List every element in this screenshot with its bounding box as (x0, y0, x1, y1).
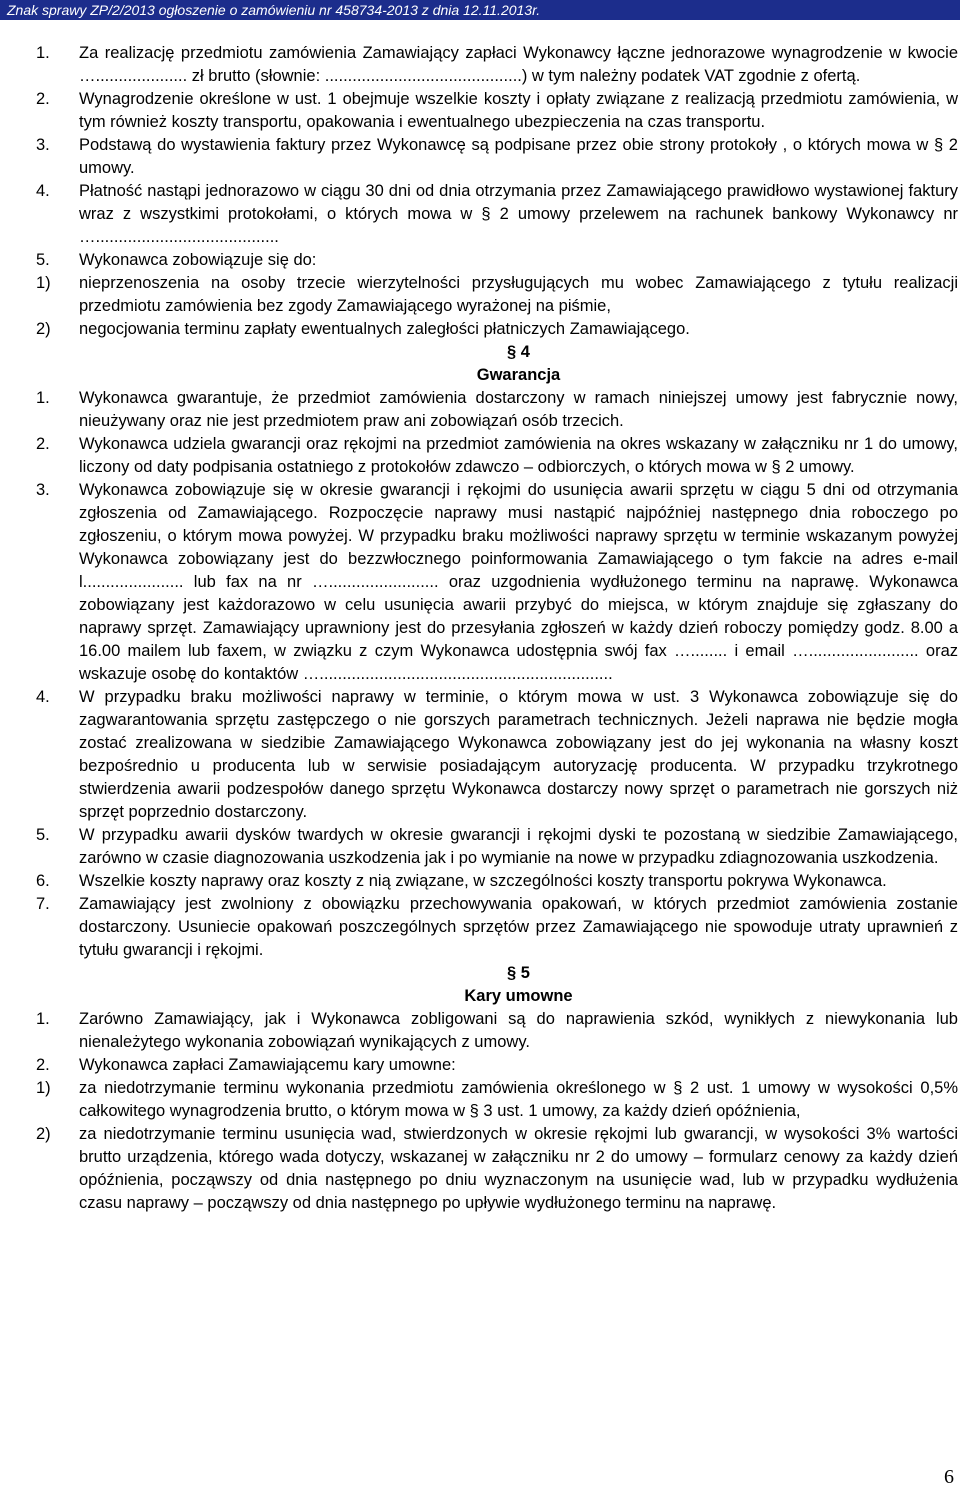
item-text: Wykonawca gwarantuje, że przedmiot zamówienia dostarczony w ramach niniejszej umowy jest fabrycznie nowy, nieużywany oraz nie jest przedmiotem praw ani zobowiązań osób trzecich. (79, 389, 958, 430)
item-text: Wynagrodzenie określone w ust. 1 obejmuje wszelkie koszty i opłaty związane z realizacją przedmiotu zamówienia, w tym również koszty transportu, opakowania i ewentualnego ubezpieczenia na czas transportu. (79, 90, 958, 131)
item-text: Płatność nastąpi jednorazowo w ciągu 30 dni od dnia otrzymania przez Zamawiającego prawidłowo wystawionej faktury wraz z wszystkimi protokołami, o których mowa w § 2 umowy przelewem na rachunek bankowy Wykonawcy nr …........................................ (79, 182, 958, 246)
item-text: Wszelkie koszty naprawy oraz koszty z nią związane, w szczególności koszty transportu pokrywa Wykonawca. (79, 872, 887, 890)
item-number: 2. (36, 90, 50, 108)
section-4-number: § 4 (507, 343, 530, 361)
list-item (36, 824, 958, 870)
item-number: 5. (36, 826, 50, 844)
item-number: 2. (36, 1056, 50, 1074)
item-number: 2. (36, 435, 50, 453)
item-number: 4. (36, 182, 50, 200)
list-item (36, 686, 958, 824)
document-header (0, 0, 960, 20)
page-number: 6 (944, 1466, 954, 1488)
item-text: Zarówno Zamawiający, jak i Wykonawca zobligowani są do naprawienia szkód, wynikłych z niewykonania lub nienależytego wykonania zobowiązań wynikających z umowy. (79, 1010, 958, 1051)
item-number: 4. (36, 688, 50, 706)
list-item (36, 249, 958, 272)
list-item (36, 870, 958, 893)
list-item (36, 1054, 958, 1077)
list-item (36, 479, 958, 686)
item-number: 2) (36, 1125, 51, 1143)
list-item (36, 893, 958, 962)
item-text: W przypadku braku możliwości naprawy w terminie, o którym mowa w ust. 3 Wykonawca zobowiązuje się do zagwarantowania sprzętu zastępczego o nie gorszych parametrach technicznych. Jeżeli naprawa nie będzie mogła zostać zrealizowana w siedzibie Zamawiającego Wykonawca zobowiązany jest do jej wykonania na własny koszt bezpośrednio u producenta lub w serwisie posiadającym autoryzację producenta. W przypadku trzykrotnego stwierdzenia awarii podzespołów danego sprzętu Wykonawca dostarczy nowy sprzęt o parametrach nie gorszych niż sprzęt poprzednio dostarczony. (79, 688, 958, 821)
list-item (36, 433, 958, 479)
item-text: W przypadku awarii dysków twardych w okresie gwarancji i rękojmi dyski te pozostaną w siedzibie Zamawiającego, zarówno w czasie diagnozowania uszkodzenia jak i po wymianie na nowe w przypadku zdiagnozowania uszkodzenia. (79, 826, 958, 867)
item-text: Za realizację przedmiotu zamówienia Zamawiający zapłaci Wykonawcy łączne jednorazowe wynagrodzenie w kwocie ….................... zł brutto (słownie: ...........................................) w tym należny podatek VAT zgodnie z ofertą. (79, 44, 958, 85)
item-number: 3. (36, 136, 50, 154)
list-item (36, 180, 958, 249)
document-body (36, 42, 958, 1215)
list-item (36, 88, 958, 134)
item-number: 1. (36, 44, 50, 62)
list-item (36, 42, 958, 88)
section-5-list (36, 1008, 958, 1215)
section-5-title: Kary umowne (464, 987, 573, 1005)
list-item (36, 134, 958, 180)
section-4-list (36, 387, 958, 962)
list-item (36, 1008, 958, 1054)
list-item (36, 1123, 958, 1215)
item-text: nieprzenoszenia na osoby trzecie wierzytelności przysługujących mu wobec Zamawiającego z tytułu realizacji przedmiotu zamówienia bez zgody Zamawiającego wyrażonej na piśmie, (79, 274, 958, 315)
item-text: za niedotrzymanie terminu wykonania przedmiotu zamówienia określonego w § 2 ust. 1 umowy w wysokości 0,5% całkowitego wynagrodzenia brutto, o którym mowa w § 3 ust. 1 umowy, za każdy dzień opóźnienia, (79, 1079, 958, 1120)
item-text: Wykonawca udziela gwarancji oraz rękojmi na przedmiot zamówienia na okres wskazany w załączniku nr 1 do umowy, liczony od daty podpisania ostatniego z protokołów zdawczo – odbiorczych, o których mowa w § 2 umowy. (79, 435, 958, 476)
item-text: Wykonawca zobowiązuje się w okresie gwarancji i rękojmi do usunięcia awarii sprzętu w ciągu 5 dni od otrzymania zgłoszenia od Zamawiającego. Rozpoczęcie naprawy musi nastąpić najpóźniej następnego dnia roboczego po zgłoszeniu, o którym mowa powyżej. W przypadku braku możliwości naprawy sprzętu w terminie wskazanym powyżej Wykonawca zobowiązany jest do bezzwłocznego poinformowania Zamawiającego o tym fakcie na adres e-mail l...................... lub fax na nr …........................ oraz uzgodnienia wydłużonego terminu na naprawę. Wykonawca zobowiązany jest każdorazowo w celu usunięcia awarii przybyć do miejsca, w którym znajduje się zgłaszany do naprawy sprzęt. Zamawiający uprawniony jest do przesyłania zgłoszeń w każdy dzień roboczy pomiędzy godz. 8.00 a 16.00 mailem lub faxem, w związku z czym Wykonawca udostępnia swój fax …........ i email …........................ oraz wskazuje osobę do kontaktów …................................................................ (79, 481, 958, 683)
list-item (36, 318, 958, 341)
list-item (36, 272, 958, 318)
item-number: 7. (36, 895, 50, 913)
item-text: Wykonawca zobowiązuje się do: (79, 251, 317, 269)
item-text: za niedotrzymanie terminu usunięcia wad, stwierdzonych w okresie rękojmi lub gwarancji, w wysokości 3% wartości brutto urządzenia, którego wada dotyczy, wskazanej w załączniku nr 2 do umowy – formularz cenowy za każdy dzień opóźnienia, począwszy od dnia następnego po dniu wyznaczonym na usunięcie wad, lub w przypadku wydłużenia czasu naprawy – począwszy od dnia następnego po upływie wydłużonego terminu na naprawę. (79, 1125, 958, 1212)
item-number: 1) (36, 1079, 51, 1097)
item-text: Wykonawca zapłaci Zamawiającemu kary umowne: (79, 1056, 456, 1074)
item-number: 3. (36, 481, 50, 499)
item-text: Podstawą do wystawienia faktury przez Wykonawcę są podpisane przez obie strony protokoły , o których mowa w § 2 umowy. (79, 136, 958, 177)
section-4-title: Gwarancja (476, 366, 561, 384)
item-number: 1. (36, 389, 50, 407)
item-number: 6. (36, 872, 50, 890)
item-number: 2) (36, 320, 51, 338)
section-5-number: § 5 (507, 964, 530, 982)
item-number: 5. (36, 251, 50, 269)
section-3-list (36, 42, 958, 341)
header-title: Znak sprawy ZP/2/2013 ogłoszenie o zamówieniu nr 458734-2013 z dnia 12.11.2013r. (7, 2, 541, 18)
item-text: negocjowania terminu zapłaty ewentualnych zaległości płatniczych Zamawiającego. (79, 320, 690, 338)
list-item (36, 1077, 958, 1123)
item-text: Zamawiający jest zwolniony z obowiązku przechowywania opakowań, w których przedmiot zamówienia zostanie dostarczony. Usuniecie opakowań poszczególnych sprzętów przez Zamawiającego nie spowoduje utraty uprawnień z tytułu gwarancji i rękojmi. (79, 895, 958, 959)
item-number: 1. (36, 1010, 50, 1028)
item-number: 1) (36, 274, 51, 292)
list-item (36, 387, 958, 433)
